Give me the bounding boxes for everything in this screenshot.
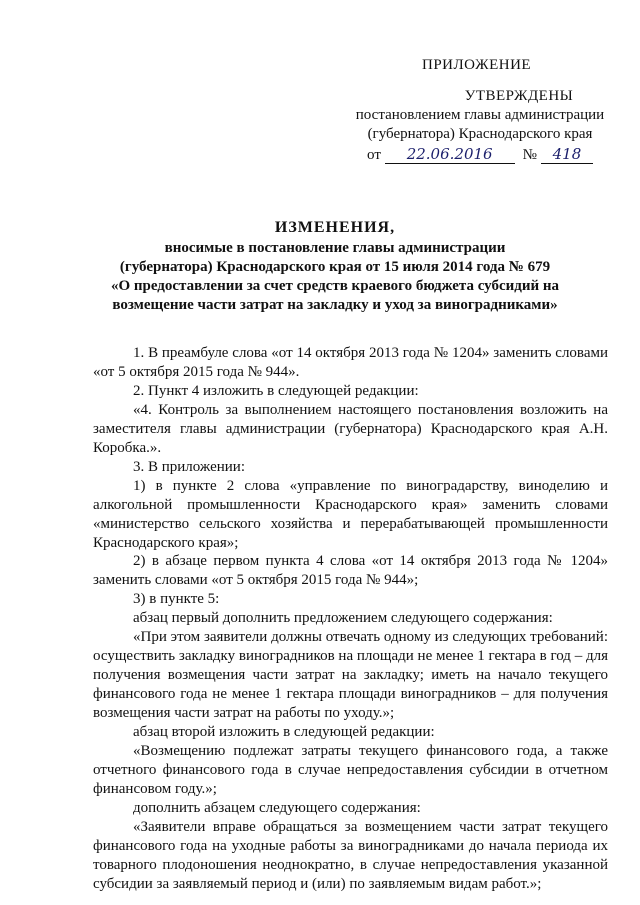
number-sign: № — [522, 147, 537, 163]
approval-line-2: (губернатора) Краснодарского края — [367, 126, 593, 142]
approval-line-1: постановлением главы администрации — [355, 107, 605, 123]
handwritten-date: 22.06.2016 — [385, 146, 515, 164]
title-line: (губернатора) Краснодарского края от 15 июля 2014 года № 679 — [119, 259, 551, 275]
paragraph: абзац второй изложить в следующей редакции: — [133, 724, 435, 741]
title-line: вносимые в постановление главы администрации — [164, 240, 506, 256]
paragraph: «При этом заявители должны отвечать одному из следующих требований: осуществить закладку виноградников на площади не менее 1 гектара в год – для получения возмещения части затрат на закладку; иметь на начало текущего финансового года не менее 1 гектара площади виноградников – для получения возмещения части затрат на работы по уходу.»; — [93, 629, 608, 722]
appendix-title: ПРИЛОЖЕНИЕ — [422, 57, 532, 73]
paragraph: «4. Контроль за выполнением настоящего постановления возложить на заместителя главы администрации (губернатора) Краснодарского края А.Н. Коробка.». — [93, 401, 608, 456]
paragraph: «Заявители вправе обращаться за возмещением части затрат текущего финансового года на уходные работы за виноградниками до начала периода их товарного плодоношения неоднократно, в случае непредоставления указанной субсидии за заявляемый период и (или) по заявляемым видам работ.»; — [93, 818, 608, 892]
date-prefix: от — [367, 147, 381, 163]
paragraph: 2. Пункт 4 изложить в следующей редакции: — [133, 382, 419, 399]
paragraph: абзац первый дополнить предложением следующего содержания: — [133, 610, 553, 627]
paragraph: «Возмещению подлежат затраты текущего финансового года, а также отчетного финансового года в случае непредоставления субсидии в отчетном финансовом году.»; — [93, 743, 608, 797]
paragraph: 3) в пункте 5: — [133, 591, 220, 608]
approved-label: УТВЕРЖДЕНЫ — [464, 88, 574, 104]
paragraph: 1) в пункте 2 слова «управление по виноградарству, виноделию и алкогольной промышленности Краснодарского края» заменить словами «министерство сельского хозяйства и перерабатывающей промышленности Краснодарского края»; — [93, 477, 608, 551]
title-line: «О предоставлении за счет средств краевого бюджета субсидий на — [110, 278, 560, 294]
title-heading: ИЗМЕНЕНИЯ, — [274, 219, 396, 236]
paragraph: 2) в абзаце первом пункта 4 слова «от 14 октября 2013 года № 1204» заменить словами «от 5 октября 2015 года № 944»; — [93, 553, 608, 589]
paragraph: дополнить абзацем следующего содержания: — [133, 799, 421, 816]
approval-block — [350, 56, 610, 165]
paragraph: 1. В преамбуле слова «от 14 октября 2013 года № 1204» заменить словами «от 5 октября 2015 года № 944». — [93, 345, 608, 380]
document-date-number — [350, 146, 610, 165]
title-line: возмещение части затрат на закладку и уход за виноградниками» — [112, 297, 558, 313]
document-body — [93, 344, 608, 894]
handwritten-number: 418 — [541, 146, 593, 164]
document-title — [90, 217, 580, 315]
paragraph: 3. В приложении: — [133, 458, 245, 475]
